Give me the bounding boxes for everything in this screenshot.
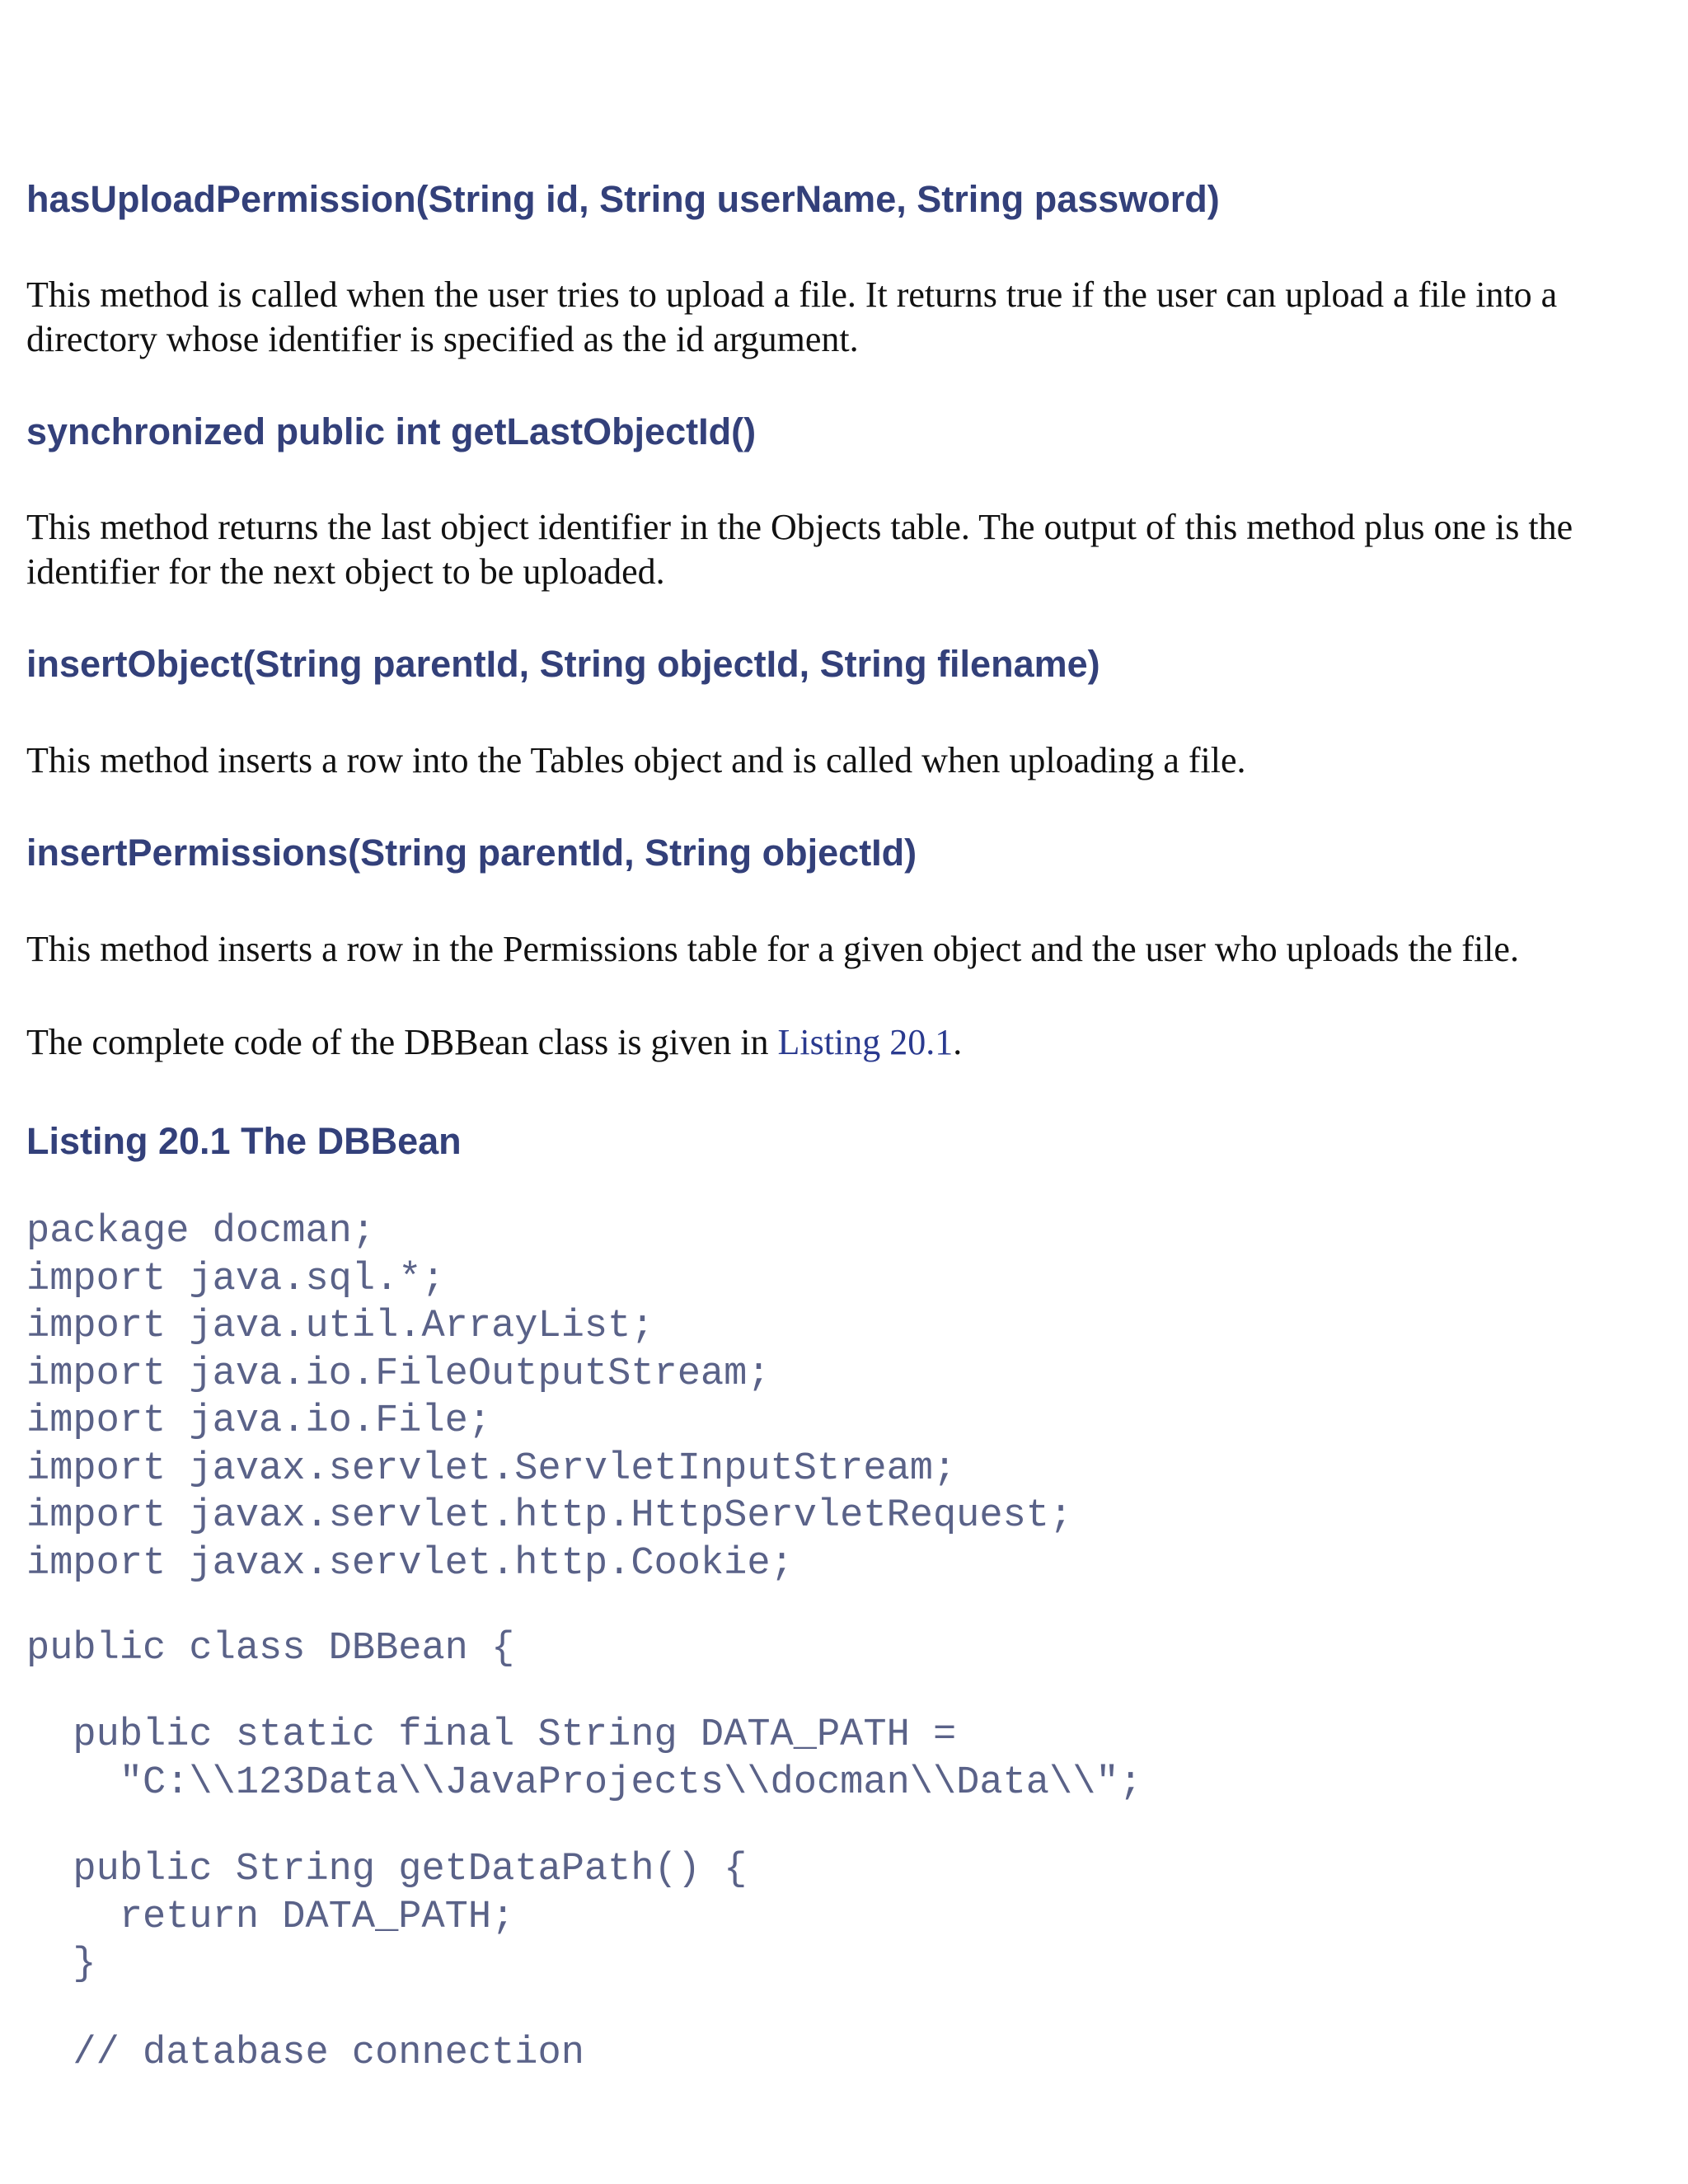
listing-20-1-link[interactable]: Listing 20.1 bbox=[777, 1022, 954, 1062]
reference-suffix: . bbox=[953, 1022, 963, 1062]
method-description-insert-object: This method inserts a row into the Tables object and is called when uploading a file. bbox=[26, 740, 1246, 780]
code-line: import javax.servlet.ServletInputStream; bbox=[26, 1446, 957, 1491]
code-line: public static final String DATA_PATH = bbox=[26, 1713, 957, 1757]
code-class-declaration: public class DBBean { bbox=[26, 1627, 515, 1671]
code-line: import java.io.File; bbox=[26, 1399, 492, 1443]
code-field-block bbox=[26, 1712, 1142, 1807]
code-line: import java.sql.*; bbox=[26, 1257, 445, 1301]
code-line: import javax.servlet.http.Cookie; bbox=[26, 1541, 794, 1586]
code-method-block bbox=[26, 1846, 747, 1989]
code-imports-block bbox=[26, 1208, 1072, 1587]
code-line: import java.io.FileOutputStream; bbox=[26, 1352, 771, 1396]
method-description-insert-permissions: This method inserts a row in the Permissions table for a given object and the user who uploads the file. bbox=[26, 929, 1519, 969]
method-heading-has-upload-permission: hasUploadPermission(String id, String userName, String password) bbox=[26, 178, 1220, 220]
method-description-get-last-object-id: This method returns the last object identifier in the Objects table. The output of this method plus one is the identifier for the next object to be uploaded. bbox=[26, 507, 1573, 592]
code-line: import java.util.ArrayList; bbox=[26, 1305, 654, 1348]
method-heading-insert-object: insertObject(String parentId, String objectId, String filename) bbox=[26, 643, 1100, 685]
method-heading-get-last-object-id: synchronized public int getLastObjectId() bbox=[26, 410, 757, 452]
code-line: return DATA_PATH; bbox=[26, 1895, 515, 1939]
listing-title: Listing 20.1 The DBBean bbox=[26, 1120, 462, 1162]
code-line: package docman; bbox=[26, 1210, 376, 1254]
code-line: "C:\\123Data\\JavaProjects\\docman\\Data\\"; bbox=[26, 1760, 1142, 1805]
code-line: } bbox=[26, 1943, 96, 1986]
code-line: import javax.servlet.http.HttpServletRequest; bbox=[26, 1494, 1073, 1538]
reference-prefix: The complete code of the DBBean class is given in bbox=[26, 1022, 778, 1062]
code-line: public String getDataPath() { bbox=[26, 1848, 748, 1891]
code-comment: // database connection bbox=[26, 2032, 584, 2075]
method-heading-insert-permissions: insertPermissions(String parentId, String objectId) bbox=[26, 832, 917, 874]
method-description-has-upload-permission: This method is called when the user tries to upload a file. It returns true if the user can upload a file into a directory whose identifier is specified as the id argument. bbox=[26, 274, 1558, 359]
listing-reference-paragraph bbox=[26, 1020, 1642, 1065]
